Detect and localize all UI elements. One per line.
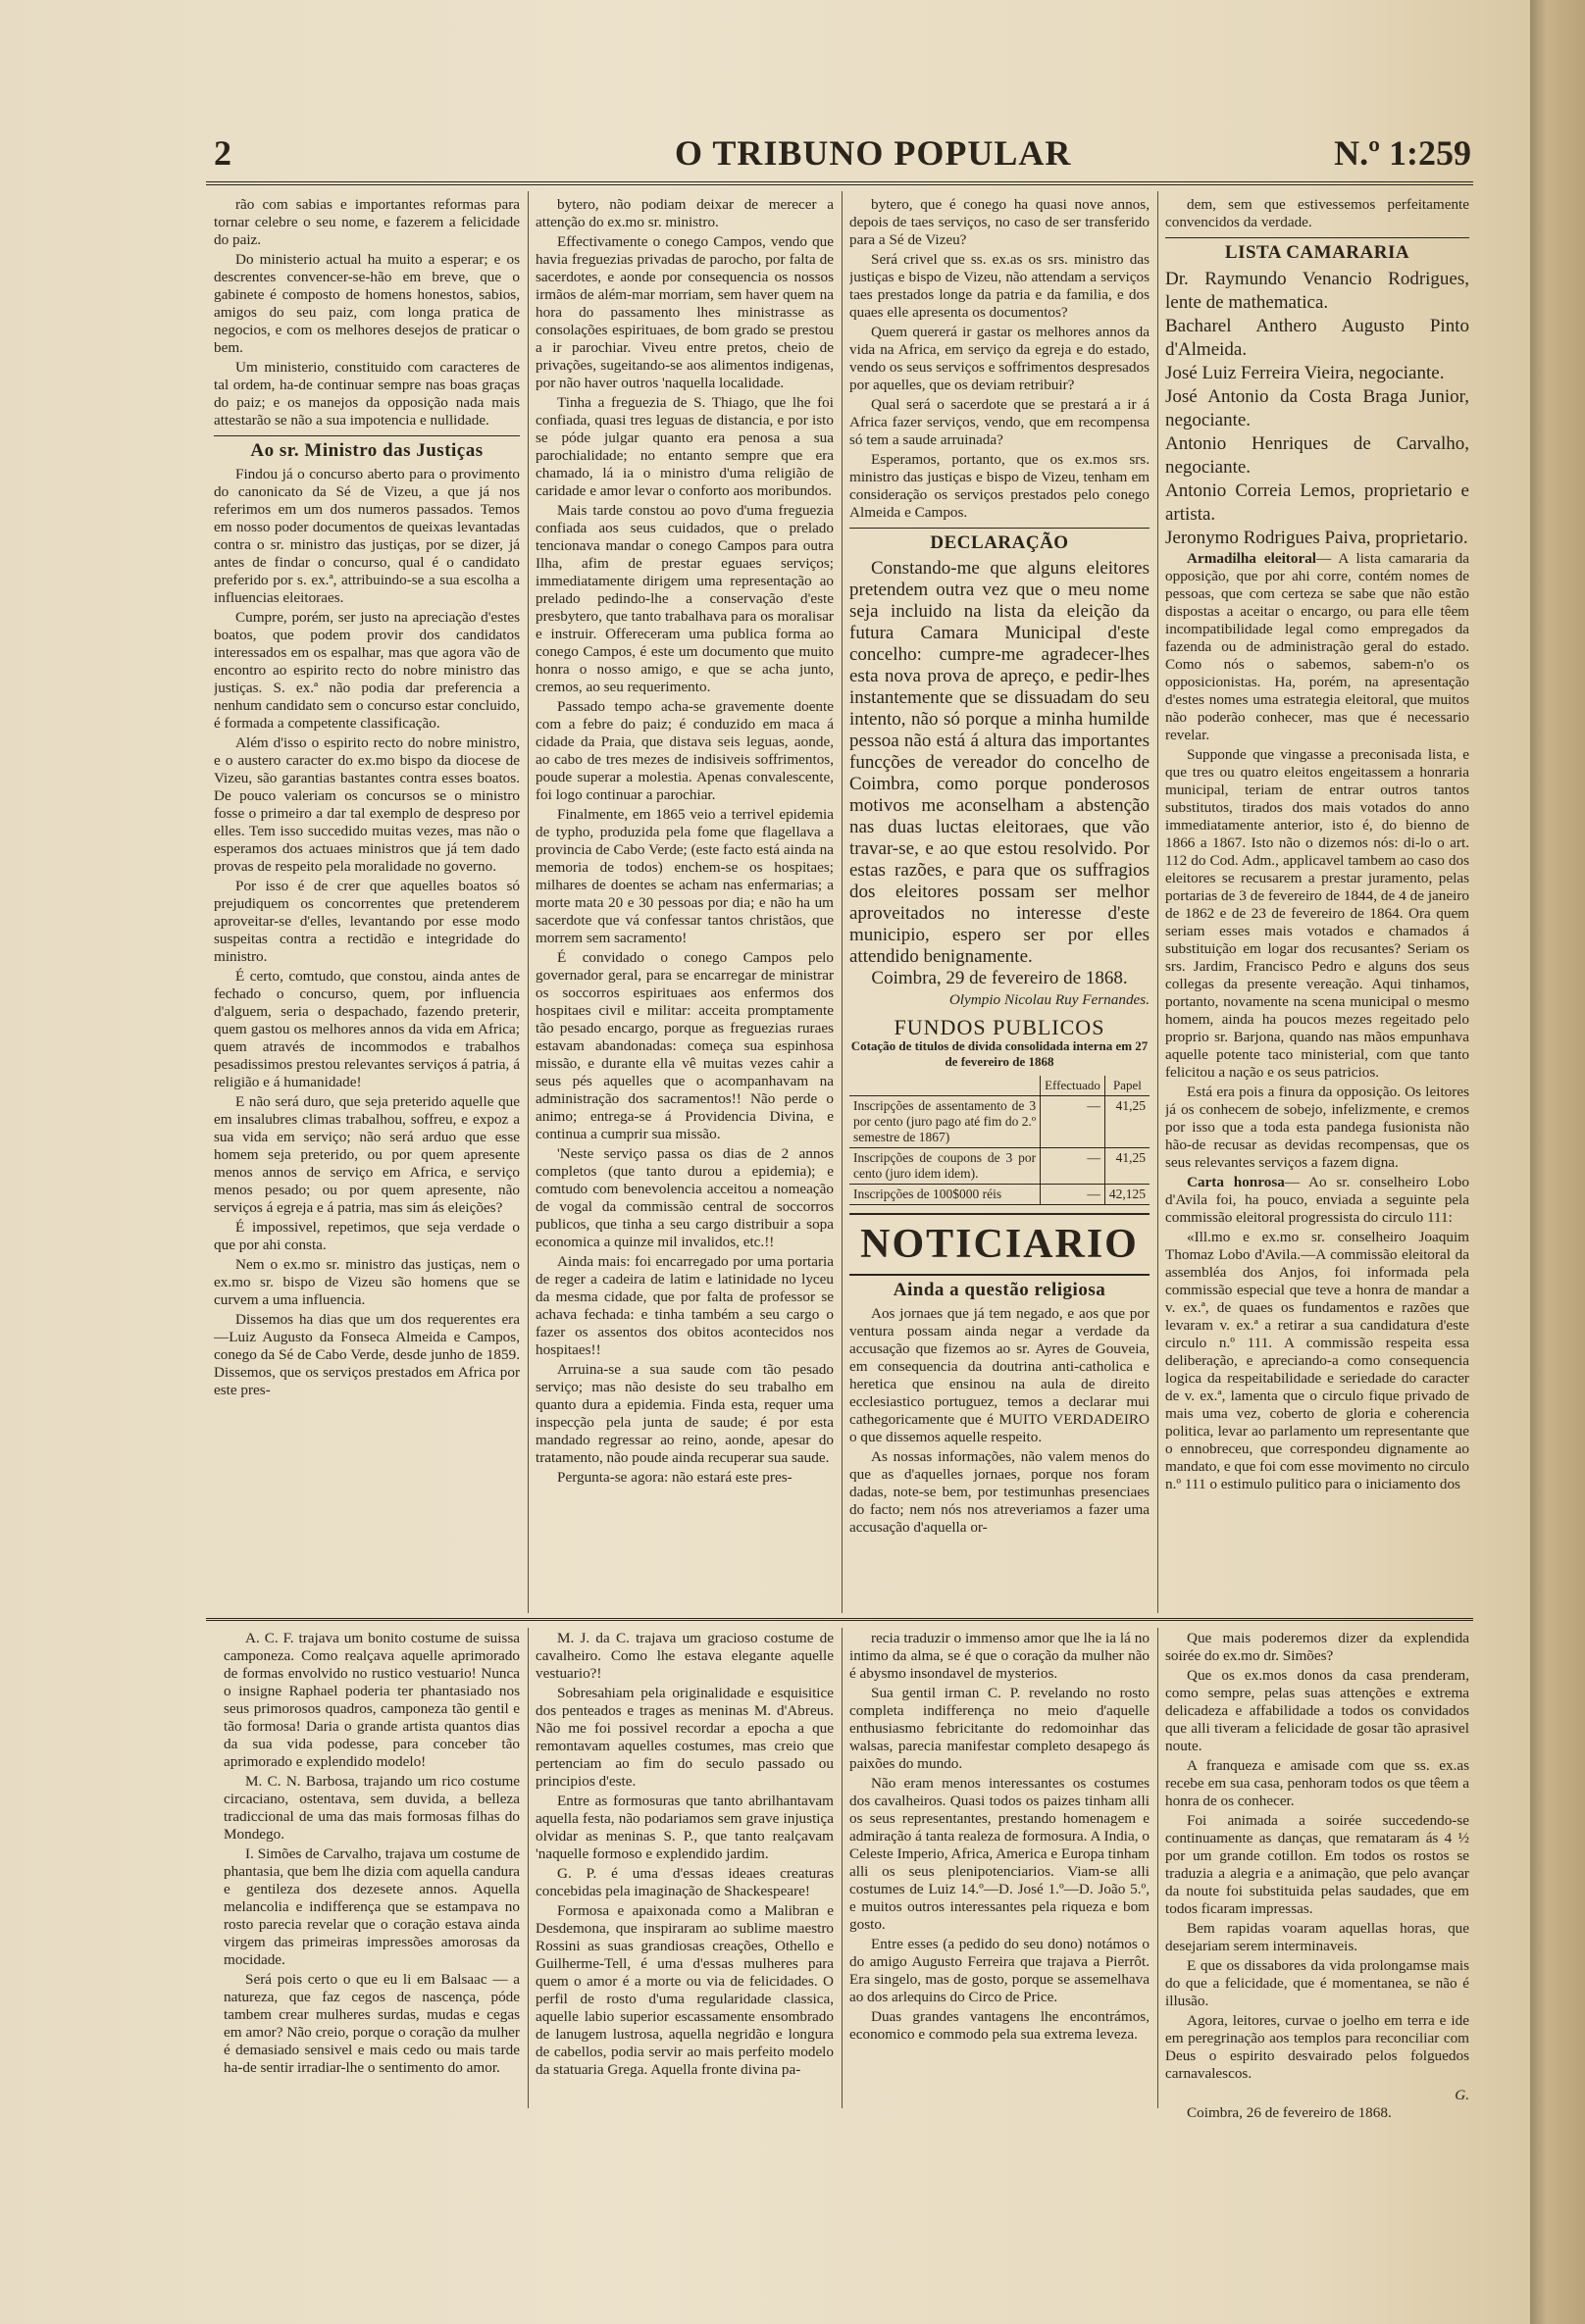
table-header xyxy=(849,1076,1041,1096)
paragraph: 'Neste serviço passa os dias de 2 annos completos (que tanto durou a epidemia); e comtudo com benevolencia acceitou a nomeação de vogal da commissão central de soccorros publicos, que tinha a seu cargo distribuir a sopa economica a quinze mil invalidos, etc.!! xyxy=(536,1145,834,1250)
column-4 xyxy=(1165,196,1469,1613)
paragraph: Além d'isso o espirito recto do nobre ministro, e o austero caracter do ex.mo bispo da diocese de Vizeu, são garantias bastantes contra esses boatos. De pouco valeriam os concursos se o ministro fosse o primeiro a dar tal exemplo de despreso por elles. Tem isso succedido muitas vezes, mas não o esperamos dos actuaes ministros que já tem dado provas de respeito pela moralidade no governo. xyxy=(214,734,520,875)
armadilha-title: Armadilha eleitoral xyxy=(1187,550,1317,567)
paragraph: M. J. da C. trajava um gracioso costume de cavalheiro. Como lhe estava elegante aquelle vestuario?! xyxy=(536,1630,834,1682)
masthead-rule xyxy=(206,181,1473,188)
column-separator xyxy=(1157,1628,1158,2108)
table-header-row xyxy=(849,1076,1150,1096)
paragraph: As nossas informações, não valem menos do que as d'aquelles jornaes, porque nos foram dadas, note-se bem, por testimunhas presenciaes do facto; nem nós nos atreveriamos a fazer uma accusação d'aquella or- xyxy=(849,1448,1150,1536)
paragraph: bytero, não podiam deixar de merecer a attenção do ex.mo sr. ministro. xyxy=(536,196,834,230)
paragraph: Esperamos, portanto, que os ex.mos srs. ministro das justiças e bispo de Vizeu, tenham em consideração os serviços prestados pelo conego Almeida e Campos. xyxy=(849,451,1150,521)
paragraph: Do ministerio actual ha muito a esperar; e os descrentes convencer-se-hão em breve, que o gabinete é composto de homens honestos, sabios, amigos do seu paiz, com longa pratica de negocios, e com os melhores desejos de praticar o bem. xyxy=(214,251,520,356)
paragraph: Cumpre, porém, ser justo na apreciação d'estes boatos, que podem provir dos candidatos interessados em os espalhar, mas que agora vão de encontro ao espirito recto do nobre ministro das justiças. S. ex.ª não podia dar preferencia a nenhum candidato sem o concurso estar concluido, é formada a competente classificação. xyxy=(214,609,520,732)
paragraph: Formosa e apaixonada como a Malibran e Desdemona, que inspiraram ao sublime maestro Rossini as suas grandiosas creações, Othello e Guilherme-Tell, é uma d'essas mulheres para quem o amor é a morte ou via de felicidades. O perfil de rosto d'uma regularidade classica, aquelle labio superior escassamente ensombrado de lanugem lustrosa, aquella negridão e longura de cabellos, podia servir ao mais perfeito modelo da statuaria Grega. Aquella fronte divina pa- xyxy=(536,1902,834,2078)
column-separator xyxy=(528,1628,529,2108)
declaracao-date: Coimbra, 29 de fevereiro de 1868. xyxy=(871,968,1128,988)
paragraph: Nem o ex.mo sr. ministro das justiças, nem o ex.mo sr. bispo de Vizeu são homens que se curvem a uma influencia. xyxy=(214,1256,520,1308)
table-cell: 42,125 xyxy=(1104,1185,1150,1205)
paragraph: Aos jornaes que já tem negado, e aos que por ventura possam ainda negar a verdade da accusação que fizemos ao sr. Ayres de Gouveia, em consequencia da doutrina anti-catholica e heretica que ensinou na aula de direito ecclesiastico portuguez, temos a declarar mui cathegoricamente que é MUITO VERDADEIRO o que dissemos aquelle respeito. xyxy=(849,1305,1150,1445)
table-row xyxy=(849,1148,1150,1185)
paragraph: Finalmente, em 1865 veio a terrivel epidemia de typho, produzida pela fome que flagellava a provincia de Cabo Verde; (este facto está ainda na memoria de todos) enchem-se os hospitaes; milhares de doentes se acham nas enfermarias; a morte mata 20 e 30 pessoas por dia; e não ha um sacerdote que vá confessar tantos christãos, que morrem sem sacramento! xyxy=(536,806,834,946)
paragraph: recia traduzir o immenso amor que lhe ia lá no intimo da alma, se é que o coração da mulher não é abysmo insondavel de mysterios. xyxy=(849,1630,1150,1682)
paragraph: Por isso é de crer que aquelles boatos só prejudiquem os concorrentes que pretenderem aproveitar-se d'elles, levantando por esse modo suspeitas contra a rectidão e integridade do ministro. xyxy=(214,878,520,965)
column-separator xyxy=(842,1628,843,2108)
paragraph: Que mais poderemos dizer da explendida soirée do ex.mo dr. Simões? xyxy=(1165,1630,1469,1664)
column-2 xyxy=(536,196,834,1613)
article-heading: Ao sr. Ministro das Justiças xyxy=(214,435,520,460)
paragraph: Será crivel que ss. ex.as os srs. ministro das justiças e bispo de Vizeu, não attendam a serviços taes prestados longe da patria e da familia, e dos quaes elle apresenta os documentos? xyxy=(849,251,1150,321)
paragraph xyxy=(1165,550,1469,744)
declaracao-signature: Olympio Nicolau Ruy Fernandes. xyxy=(948,991,1150,1008)
article-heading: Ainda a questão religiosa xyxy=(893,1280,1106,1300)
paragraph: Entre esses (a pedido do seu dono) notámos o do amigo Augusto Ferreira que trajava a Pierrôt. Era singelo, mas de gosto, porque se assemelhava ao dos arlequins do Circo de Price. xyxy=(849,1936,1150,2005)
column-separator xyxy=(1157,191,1158,1613)
list-item: Antonio Correia Lemos, proprietario e artista. xyxy=(1165,480,1469,525)
paragraph: Duas grandes vantagens lhe encontrámos, economico e commodo pela sua extrema leveza. xyxy=(849,2008,1150,2043)
paragraph: Findou já o concurso aberto para o provimento do canonicato da Sé de Vizeu, a que já nos referimos em um dos numeros passados. Temos em nosso poder documentos de queixas levantadas contra o sr. ministro das justiças, por se dizer, já antes de findar o concurso, qual é o candidato preferido por s. ex.ª, attribuindo-se a sua escolha a influencias eleitoraes. xyxy=(214,466,520,606)
list-item: Bacharel Anthero Augusto Pinto d'Almeida. xyxy=(1165,316,1469,360)
fundos-publicos-subtitle: Cotação de titulos de divida consolidada interna em 27 de fevereiro de 1868 xyxy=(850,1038,1149,1069)
table-header: Papel xyxy=(1104,1076,1150,1096)
paragraph: Será pois certo o que eu li em Balsaac — a natureza, que faz cegos de nascença, póde tambem crear mulheres surdas, mudas e cegas em amor? Não creio, porque o coração da mulher é demasiado sensivel e mais cedo ou mais tarde ha-de sentir irradiar-lhe o sentimento do amor. xyxy=(224,1971,520,2076)
paragraph: Pergunta-se agora: não estará este pres- xyxy=(557,1469,792,1486)
column-1 xyxy=(214,196,520,1613)
table-cell: Inscripções de 100$000 réis xyxy=(849,1185,1041,1205)
lista-camararia xyxy=(1165,268,1469,550)
table-row xyxy=(849,1185,1150,1205)
list-item: Jeronymo Rodrigues Paiva, proprietario. xyxy=(1165,528,1468,548)
paragraph: A franqueza e amisade com que ss. ex.as recebe em sua casa, penhoram todos os que têem a honra de os conhecer. xyxy=(1165,1757,1469,1809)
paragraph: Sobresahiam pela originalidade e esquisitice dos penteados e trages as meninas M. d'Abreus. Não me foi possivel recordar a epocha a que remontavam aquelles costumes, mas creio que pertenciam ao fim do seculo passado ou principios d'este. xyxy=(536,1685,834,1790)
folhetim-date: Coimbra, 26 de fevereiro de 1868. xyxy=(1187,2104,1392,2120)
paragraph: Dissemos ha dias que um dos requerentes era—Luiz Augusto da Fonseca Almeida e Campos, conego da Sé de Cabo Verde, desde junho de 1859. Dissemos, que os serviços prestados em Africa por este pres- xyxy=(214,1311,520,1398)
declaracao-text: Constando-me que alguns eleitores pretendem outra vez que o meu nome seja incluido na lista da eleição da futura Camara Municipal d'este concelho: cumpre-me agradecer-lhes esta nova prova de apreço, e pedir-lhes instantemente que se dissuadam do seu intento, não só porque a minha humilde pessoa não está á altura das importantes funcções de vereador do concelho de Coimbra, como porque ponderosos motivos me aconselham a abstenção nas duas luctas eleitoraes, que vão travar-se, e ao que estou resolvido. Por estas razões, e para que os suffragios dos eleitores possam ser melhor aproveitados no interesse d'este municipio, espero ser por elles attendido benignamente. xyxy=(849,558,1150,967)
paragraph: Mais tarde constou ao povo d'uma freguezia confiada aos seus cuidados, que o prelado tencionava mandar o conego Campos para outra Ilha, afim de prestar eguaes serviços; immediatamente dirigem uma representação ao prelado pedindo-lhe a conservação d'este presbytero, que tanto trabalhava para os moralisar e instruir. Offereceram uma publica forma ao conego Campos, é este um documento que muito honra o nosso amigo, e que se acha junto, cremos, ao seu requerimento. xyxy=(536,502,834,695)
lista-camararia-heading: LISTA CAMARARIA xyxy=(1165,237,1469,262)
paragraph: Qual será o sacerdote que se prestará a ir á Africa fazer serviços, vendo, que em recompensa só tem a saude arruinada? xyxy=(849,396,1150,448)
paragraph-text: — Ao sr. conselheiro Lobo d'Avila foi, ha pouco, enviada a seguinte pela commissão eleitoral progressista do circulo 111: xyxy=(1165,1174,1469,1226)
folhetim-column-1 xyxy=(224,1630,520,2120)
table-cell: 41,25 xyxy=(1104,1096,1150,1148)
issue-number: N.º 1:259 xyxy=(1334,133,1471,173)
table-row xyxy=(849,1096,1150,1148)
folhetim-column-2 xyxy=(536,1630,834,2120)
table-cell: — xyxy=(1041,1096,1105,1148)
paragraph: G. P. é uma d'essas ideaes creaturas concebidas pela imaginação de Shackespeare! xyxy=(536,1865,834,1899)
column-separator xyxy=(842,191,843,1613)
paragraph: Entre as formosuras que tanto abrilhantavam aquella festa, não podariamos sem grave injustiça olvidar as meninas S. P., que tanto realçavam 'naquelle formoso e explendido jardim. xyxy=(536,1793,834,1862)
section-rule xyxy=(206,1618,1473,1624)
paragraph: Bem rapidas voaram aquellas horas, que desejariam serem interminaveis. xyxy=(1165,1920,1469,1954)
folhetim-column-3 xyxy=(849,1630,1150,2120)
paragraph: A. C. F. trajava um bonito costume de suissa camponeza. Como realçava aquelle aprimorado de formas envolvido no rustico vestuario! Nunca o insigne Raphael poderia ter phantasiado nos seus primorosos quadros, camponeza tão gentil e tão formosa! Daria o grande artista quantos dias da sua vida podesse, para conceber tão aprimorado e explendido modelo! xyxy=(224,1630,520,1770)
paragraph: Quem quererá ir gastar os melhores annos da vida na Africa, em serviço da egreja e do estado, vendo os seus serviços e soffrimentos despresados por aquelles, que os deviam retribuir? xyxy=(849,324,1150,393)
list-item: Dr. Raymundo Venancio Rodrigues, lente de mathematica. xyxy=(1165,269,1469,313)
noticiario-heading: NOTICIARIO xyxy=(849,1213,1150,1276)
table-cell: Inscripções de coupons de 3 por cento (juro idem idem). xyxy=(849,1148,1041,1185)
table-cell: Inscripções de assentamento de 3 por cento (juro pago até fim do 2.º semestre de 1867) xyxy=(849,1096,1041,1148)
page-number: 2 xyxy=(214,133,231,173)
paragraph-text: — A lista camararia da opposição, que por ahi corre, contém nomes de pessoas, que com certeza se sabe que não estão dispostas a aceitar o encargo, ou para elle têem incompatibilidade legal como empregados da fazenda ou de administração geral do estado. Como nós o sabemos, sabem-n'o os opposicionistas. Ha, porém, na apresentação d'estes nomes uma estrategia eleitoral, que muitos não poderão conhecer, mas que é necessario revelar. xyxy=(1165,550,1469,743)
paragraph: Que os ex.mos donos da casa prenderam, como sempre, pelas suas attenções e extrema delicadeza e affabilidade a todos os convidados que alli tiveram a felicidade de gosar tão aprasivel noute. xyxy=(1165,1667,1469,1754)
paragraph: M. C. N. Barbosa, trajando um rico costume circaciano, ostentava, sem duvida, a belleza tradiccional de uma das mais formosas filhas do Mondego. xyxy=(224,1773,520,1843)
paragraph: Ainda mais: foi encarregado por uma portaria de reger a cadeira de latim e latinidade no lyceu da mesma cidade, que por falta de professor se achava fechada: e tinha também a seu cargo o fazer os assentos dos obitos acontecidos nos hospitaes!! xyxy=(536,1253,834,1358)
table-cell: — xyxy=(1041,1185,1105,1205)
declaracao-heading: DECLARAÇÃO xyxy=(849,528,1150,552)
list-item: José Antonio da Costa Braga Junior, negociante. xyxy=(1165,386,1469,430)
page-edge xyxy=(1530,0,1585,2324)
folhetim-column-4 xyxy=(1165,1630,1469,2120)
paragraph: Arruina-se a sua saude com tão pesado serviço; mas não desiste do seu trabalho em quanto dura a epidemia. Finda esta, requer uma inspecção pela junta de saude; é por esta mandado regressar ao reino, aonde, apesar do tratamento, não poude ainda recuperar sua saude. xyxy=(536,1361,834,1466)
paragraph: dem, sem que estivessemos perfeitamente convencidos da verdade. xyxy=(1165,196,1469,230)
paragraph: rão com sabias e importantes reformas para tornar celebre o seu nome, e fazerem a felicidade do paiz. xyxy=(214,196,520,248)
column-3 xyxy=(849,196,1150,1613)
paragraph: Passado tempo acha-se gravemente doente com a febre do paiz; é conduzido em maca á cidade da Praia, que distava seis leguas, aonde, ao cabo de tres mezes de indisiveis soffrimentos, poude superar a molestia. Apenas convalescente, foi logo continuar a parochiar. xyxy=(536,698,834,803)
paragraph: Não eram menos interessantes os costumes dos cavalheiros. Quasi todos os paizes tinham alli os seus representantes, prestando homenagem e admiração á tanta realeza de formosura. A India, o Celeste Imperio, Africa, America e Europa tinham alli os seus plenipotenciarios. Viam-se alli costumes de Luiz 14.º—D. José 1.º—D. João 5.º, e muitos outros interessantes pela riqueza e bom gosto. xyxy=(849,1775,1150,1933)
list-item: José Luiz Ferreira Vieira, negociante. xyxy=(1165,363,1445,383)
masthead xyxy=(214,132,1471,172)
table-header: Effectuado xyxy=(1041,1076,1105,1096)
list-item: Antonio Henriques de Carvalho, negociante. xyxy=(1165,433,1469,478)
table-cell: 41,25 xyxy=(1104,1148,1150,1185)
paragraph: É certo, comtudo, que constou, ainda antes de fechado o concurso, quem, por influencia d'alguem, seria o despachado, fazendo preterir, quem gastou os melhores annos da vida em Africa; quem através de incommodos e trabalhos pesadissimos prestou relevantes serviços á patria, á religião e á humanidade! xyxy=(214,968,520,1090)
paragraph: «Ill.mo e ex.mo sr. conselheiro Joaquim Thomaz Lobo d'Avila.—A commissão eleitoral da assembléa dos Anjos, foi informada pela commissão especial que teve a honra de mandar a v. ex.ª, de quaes os fundamentos e razões que levaram v. ex.ª a retirar a sua candidatura d'este circulo n.º 111. A commissão respeita essa deliberação, e apreciando-a como consequencia logica da respeitabilidade e seriedade do caracter de v. ex.ª, lamenta que o circulo fique privado de mais uma vez, coberto de gloria e coherencia politica, levar ao parlamento um representante que o ennobreceu, que correspondeu dignamente ao mandato, e que foi com esse movimento no circulo n.º 111 o estimulo pulitico para o iniciamento dos xyxy=(1165,1229,1469,1492)
paragraph: É impossivel, repetimos, que seja verdade o que por ahi consta. xyxy=(214,1219,520,1253)
paragraph: E que os dissabores da vida prolongamse mais do que a felicidade, que é momentanea, se não é illusão. xyxy=(1165,1957,1469,2009)
column-separator xyxy=(528,191,529,1613)
paragraph: E não será duro, que seja preterido aquelle que em insalubres climas trabalhou, soffreu, e expoz a sua vida em serviço; não será arduo que esse homem seja preterido, ou por quem apresente menos annos de serviço em Africa, e serviço menos pesado; ou por quem apresente, não serviços á egreja e á patria, mas sim ás eleições? xyxy=(214,1093,520,1216)
fundos-table xyxy=(849,1076,1150,1205)
fundos-publicos-title: FUNDOS PUBLICOS xyxy=(894,1015,1105,1039)
newspaper-title: O TRIBUNO POPULAR xyxy=(675,133,1072,173)
paragraph: É convidado o conego Campos pelo governador geral, para se encarregar de ministrar os soccorros espirituaes aos enfermos dos hospitaes civil e militar: acceita promptamente tão pesado encargo, porque as freguezias ruraes estavam abandonadas: começa sua espinhosa missão, e durante ella vê muitas vezes cahir a seus pés aquelles que o acompanhavam na administração dos sacramentos!! Não perde o animo; entrega-se á Providencia Divina, e continua a cumprir sua missão. xyxy=(536,949,834,1142)
carta-title: Carta honrosa xyxy=(1187,1174,1285,1190)
paragraph: Effectivamente o conego Campos, vendo que havia freguezias privadas de parocho, por falta de sacerdotes, e aonde por consequencia os nossos irmãos de além-mar morriam, sem haver quem na hora do passamento lhes ministrasse as consolações espirituaes, de bom grado se prestou a ir parochiar. Viveu entre pretos, cheio de privações, sugeitando-se aos alimentos indigenas, por não haver outros 'naquella localidade. xyxy=(536,233,834,391)
paragraph: bytero, que é conego ha quasi nove annos, depois de taes serviços, no caso de ser transferido para a Sé de Vizeu? xyxy=(849,196,1150,248)
paragraph: Agora, leitores, curvae o joelho em terra e ide em peregrinação aos templos para reconciliar com Deus o espirito desvairado pelos folguedos carnavalescos. xyxy=(1165,2012,1469,2082)
paragraph: I. Simões de Carvalho, trajava um costume de phantasia, que bem lhe dizia com aquella candura e gentileza dos dezesete annos. Aquella melancolia e indifferença que se estampava no rosto parecia revelar que o coração estava ainda virgem das primeiras impressões amorosas da mocidade. xyxy=(224,1845,520,1968)
paragraph: Foi animada a soirée succedendo-se continuamente as danças, que remataram ás 4 ½ por um grande cotillon. Em todos os rostos se traduzia a alegria e a animação, que pelo avançar da noute foi substituida pelas saudades, que em todos ficaram impressas. xyxy=(1165,1812,1469,1917)
paragraph: Supponde que vingasse a preconisada lista, e que tres ou quatro eleitos engeitassem a honraria municipal, teriam de entrar outros tantos substitutos, tirados dos mais votados do anno immediatamente anterior, isto é, do bienno de 1866 a 1867. Isto não o dizemos nós: di-lo o art. 112 do Cod. Adm., applicavel tambem ao caso dos eleitores se recusarem a prestar juramento, pelas portarias de 3 de fevereiro de 1844, de 4 de janeiro de 1862 e de 23 de fevereiro de 1864. Ora quem seriam esses mais votados e chamados á substituição em logar dos recusantes? Seriam os srs. Jardim, Francisco Pedro e alguns dos seus collegas da presente vereação. Aqui tinhamos, portanto, novamente na scena municipal o mesmo homem, ainda ha poucos mezes regeitado pelo proprio sr. Barjona, quando nas mãos empunhava aquelle potente taco ministerial, com que tanto felicitou a nação e os seus patricios. xyxy=(1165,746,1469,1081)
folhetim-signature: G. xyxy=(1455,2087,1469,2103)
table-cell: — xyxy=(1041,1148,1105,1185)
paragraph: Tinha a freguezia de S. Thiago, que lhe foi confiada, quasi tres leguas de distancia, e por isto se póde julgar quanto era penosa a sua parochialidade; no entanto sempre que era chamado, lá ia o ministro d'uma religião de caridade e amor levar o conforto aos moribundos. xyxy=(536,394,834,499)
paragraph: Um ministerio, constituido com caracteres de tal ordem, ha-de continuar sempre nas boas graças do paiz; e os manejos da opposição nada mais attestarão se não a sua impotencia e nullidade. xyxy=(214,359,520,429)
paragraph xyxy=(1165,1174,1469,1227)
paragraph: Está era pois a finura da opposição. Os leitores já os conhecem de sobejo, infelizmente, e cremos por isso que a toda esta pandega fusionista não hão-de recusar as devidas recompensas, que os seus relevantes serviços a fazem digna. xyxy=(1165,1084,1469,1171)
paragraph: Sua gentil irman C. P. revelando no rosto completa indifferença no meio d'aquelle enthusiasmo febricitante do redomoinhar das walsas, parecia manifestar completo desapego ás paixões do mundo. xyxy=(849,1685,1150,1772)
